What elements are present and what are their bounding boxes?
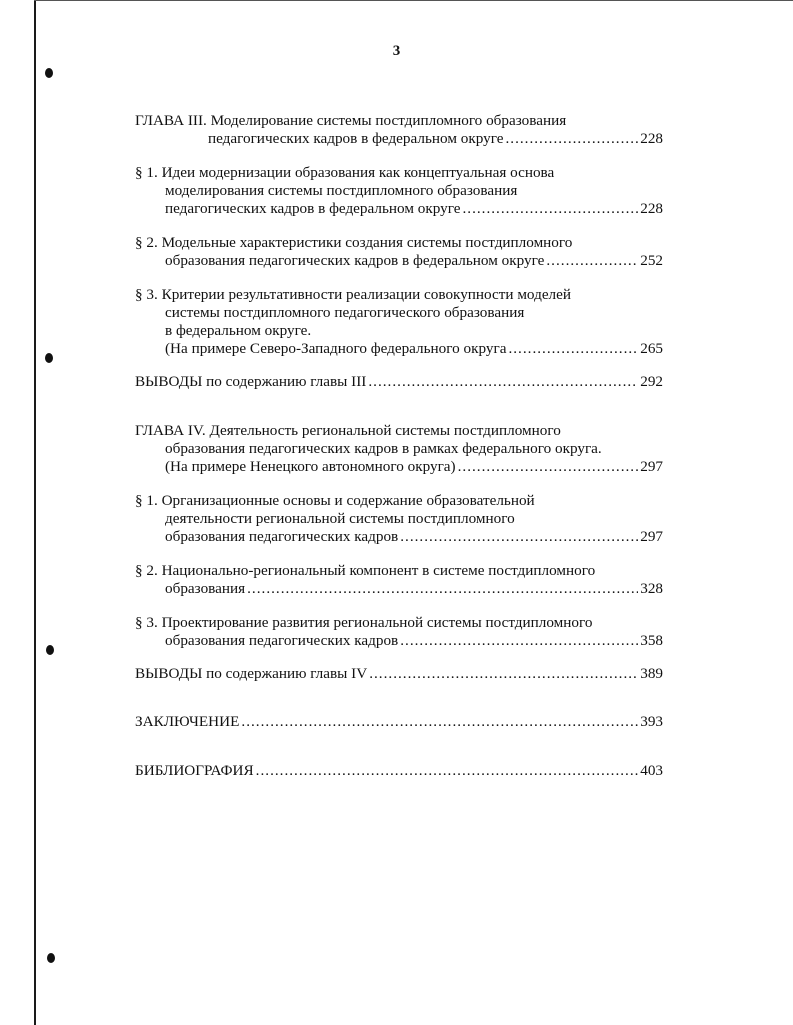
scan-left-border — [34, 0, 36, 1025]
toc-page-ref: 328 — [640, 580, 663, 597]
dot-leader — [368, 373, 638, 391]
punch-hole-mark — [45, 353, 53, 363]
toc-entry-leader-line — [135, 580, 663, 598]
toc-entry-leader-line — [135, 340, 663, 358]
dot-leader — [241, 713, 638, 731]
dot-leader — [247, 580, 638, 598]
toc-entry-title: педагогических кадров в федеральном округе — [165, 200, 461, 217]
dot-leader — [505, 130, 638, 148]
dot-leader — [369, 665, 638, 683]
toc-entry-line: деятельности региональной системы постдипломного — [165, 510, 515, 527]
toc-entry-line: системы постдипломного педагогического образования — [165, 304, 525, 321]
toc-entry-chapter-3 — [135, 112, 663, 148]
toc-entry-section-4-3 — [135, 614, 663, 650]
scan-top-border — [34, 0, 793, 1]
toc-entry-line: § 2. Модельные характеристики создания системы постдипломного — [135, 234, 573, 251]
page-number: 3 — [392, 43, 401, 59]
toc-page-ref: 403 — [640, 762, 663, 779]
toc-entry-line: в федеральном округе. — [165, 322, 312, 339]
toc-entry-title: образования — [165, 580, 246, 597]
toc-entry-bibliography — [135, 762, 663, 780]
toc-entry-section-3-3 — [135, 286, 663, 358]
toc-entry-leader-line — [135, 632, 663, 650]
toc-page-ref: 252 — [640, 252, 663, 269]
toc-entry-section-3-2 — [135, 234, 663, 270]
toc-entry-section-3-1 — [135, 164, 663, 218]
toc-entry-conclusions-3 — [135, 373, 663, 391]
toc-entry-title: ВЫВОДЫ по содержанию главы IV — [135, 665, 368, 682]
toc-entry-title: ЗАКЛЮЧЕНИЕ — [135, 713, 240, 730]
toc-entry-leader-line — [135, 373, 663, 391]
toc-entry-leader-line — [135, 130, 663, 148]
toc-entry-line: § 1. Идеи модернизации образования как концептуальная основа — [135, 164, 555, 181]
toc-page-ref: 297 — [640, 528, 663, 545]
toc-entry-title: образования педагогических кадров — [165, 528, 399, 545]
toc-entry-leader-line — [135, 713, 663, 731]
toc-page-ref: 265 — [640, 340, 663, 357]
dot-leader — [400, 632, 638, 650]
dot-leader — [546, 252, 638, 270]
toc-entry-leader-line — [135, 665, 663, 683]
punch-hole-mark — [45, 68, 53, 78]
toc-page-ref: 228 — [640, 200, 663, 217]
toc-entry-line: образования педагогических кадров в рамках федерального округа. — [165, 440, 602, 457]
dot-leader — [256, 762, 639, 780]
toc-entry-title: педагогических кадров в федеральном округе — [208, 130, 504, 147]
toc-entry-line: § 3. Проектирование развития региональной системы постдипломного — [135, 614, 593, 631]
toc-entry-title: (На примере Северо-Западного федерального округа — [165, 340, 507, 357]
toc-entry-line: § 2. Национально-региональный компонент в системе постдипломного — [135, 562, 596, 579]
toc-entry-title: образования педагогических кадров — [165, 632, 399, 649]
toc-entry-line: § 1. Организационные основы и содержание образовательной — [135, 492, 535, 509]
toc-entry-section-4-1 — [135, 492, 663, 546]
dot-leader — [458, 458, 639, 476]
toc-page-ref: 228 — [640, 130, 663, 147]
dot-leader — [508, 340, 638, 358]
toc-entry-leader-line — [135, 458, 663, 476]
toc-entry-title: образования педагогических кадров в федеральном округе — [165, 252, 545, 269]
toc-page-ref: 393 — [640, 713, 663, 730]
toc-entry-conclusions-4 — [135, 665, 663, 683]
dot-leader — [400, 528, 638, 546]
toc-page-ref: 292 — [640, 373, 663, 390]
toc-entry-title: (На примере Ненецкого автономного округа) — [165, 458, 456, 475]
toc-page-ref: 297 — [640, 458, 663, 475]
toc-page-ref: 358 — [640, 632, 663, 649]
dot-leader — [462, 200, 638, 218]
toc-entry-leader-line — [135, 762, 663, 780]
toc-entry-leader-line — [135, 528, 663, 546]
punch-hole-mark — [47, 953, 55, 963]
toc-entry-line: ГЛАВА III. Моделирование системы постдипломного образования — [135, 112, 567, 129]
punch-hole-mark — [46, 645, 54, 655]
toc-page-ref: 389 — [640, 665, 663, 682]
toc-entry-section-4-2 — [135, 562, 663, 598]
toc-entry-line: ГЛАВА IV. Деятельность региональной системы постдипломного — [135, 422, 561, 439]
toc-entry-line: моделирования системы постдипломного образования — [165, 182, 518, 199]
toc-entry-chapter-4 — [135, 422, 663, 476]
toc-entry-title: БИБЛИОГРАФИЯ — [135, 762, 254, 779]
toc-entry-conclusion — [135, 713, 663, 731]
toc-entry-title: ВЫВОДЫ по содержанию главы III — [135, 373, 367, 390]
toc-entry-leader-line — [135, 200, 663, 218]
toc-entry-line: § 3. Критерии результативности реализации совокупности моделей — [135, 286, 572, 303]
toc-entry-leader-line — [135, 252, 663, 270]
